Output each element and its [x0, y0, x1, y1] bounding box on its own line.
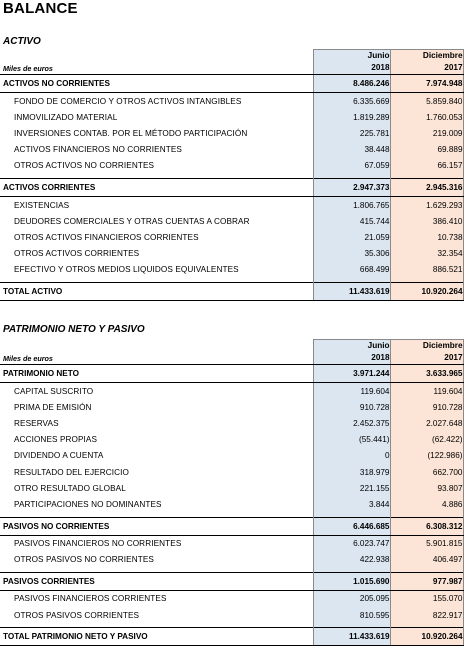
activo-table	[0, 49, 464, 301]
table-row	[0, 607, 463, 623]
item-label: INMOVILIZADO MATERIAL	[14, 112, 118, 122]
total-june-value: 11.433.619	[313, 282, 390, 300]
item-label: ACTIVOS FINANCIEROS NO CORRIENTES	[14, 145, 182, 155]
item-label: OTROS ACTIVOS CORRIENTES	[14, 249, 140, 259]
item-june-value: 2.452.375	[313, 415, 390, 431]
table-row	[0, 552, 463, 568]
item-june-value: 910.728	[313, 399, 390, 415]
item-dec-value: 66.157	[390, 158, 463, 174]
group-total-row	[0, 365, 463, 383]
group-june-value: 3.971.244	[313, 365, 390, 383]
group-total-row	[0, 517, 463, 535]
table-row	[0, 158, 463, 174]
item-june-value: 6.023.747	[313, 535, 390, 552]
item-label: OTROS PASIVOS CORRIENTES	[14, 610, 140, 620]
header-row	[0, 62, 463, 75]
item-june-value: 205.095	[313, 590, 390, 607]
group-dec-value: 3.633.965	[390, 365, 463, 383]
total-label: TOTAL PATRIMONIO NETO Y PASIVO	[0, 628, 313, 646]
item-june-value: (55.441)	[313, 432, 390, 448]
item-label: EFECTIVO Y OTROS MEDIOS LIQUIDOS EQUIVALENTES	[14, 265, 239, 275]
item-dec-value: 662.700	[390, 464, 463, 480]
col-dec-label: Diciembre	[390, 50, 463, 63]
table-row	[0, 480, 463, 496]
group-label: PASIVOS NO CORRIENTES	[0, 517, 313, 535]
item-june-value: 3.844	[313, 496, 390, 512]
item-dec-value: 406.497	[390, 552, 463, 568]
header-row	[0, 50, 463, 63]
header-spacer	[0, 50, 313, 63]
item-june-value: 1.806.765	[313, 196, 390, 213]
units-label: Miles de euros	[3, 64, 53, 73]
item-june-value: 67.059	[313, 158, 390, 174]
table-row	[0, 496, 463, 512]
group-total-row	[0, 572, 463, 590]
item-label: OTROS PASIVOS NO CORRIENTES	[14, 555, 154, 565]
col-dec-year: 2017	[390, 62, 463, 75]
item-label: DIVIDENDO A CUENTA	[14, 451, 104, 461]
table-row	[0, 142, 463, 158]
table-row	[0, 383, 463, 400]
item-dec-value: 1.629.293	[390, 196, 463, 213]
col-dec-year: 2017	[390, 352, 463, 365]
group-dec-value: 2.945.316	[390, 178, 463, 196]
item-june-value: 422.938	[313, 552, 390, 568]
group-dec-value: 7.974.948	[390, 75, 463, 93]
group-june-value: 1.015.690	[313, 572, 390, 590]
item-dec-value: (122.986)	[390, 448, 463, 464]
table-row	[0, 213, 463, 229]
group-total-row	[0, 75, 463, 93]
item-dec-value: 5.859.840	[390, 93, 463, 110]
group-label: PASIVOS CORRIENTES	[0, 572, 313, 590]
total-june-value: 11.433.619	[313, 628, 390, 646]
table-row	[0, 432, 463, 448]
item-dec-value: 386.410	[390, 213, 463, 229]
col-dec-label: Diciembre	[390, 340, 463, 353]
total-dec-value: 10.920.264	[390, 282, 463, 300]
table-row	[0, 399, 463, 415]
table-row	[0, 590, 463, 607]
item-dec-value: 910.728	[390, 399, 463, 415]
item-label: RESULTADO DEL EJERCICIO	[14, 467, 129, 477]
item-june-value: 318.979	[313, 464, 390, 480]
group-dec-value: 6.308.312	[390, 517, 463, 535]
table-row	[0, 415, 463, 431]
item-dec-value: 155.070	[390, 590, 463, 607]
item-dec-value: 10.738	[390, 229, 463, 245]
table-row	[0, 535, 463, 552]
item-june-value: 119.604	[313, 383, 390, 400]
item-label: PASIVOS FINANCIEROS CORRIENTES	[14, 594, 167, 604]
item-dec-value: 5.901.815	[390, 535, 463, 552]
col-june-label: Junio	[313, 340, 390, 353]
total-label: TOTAL ACTIVO	[0, 282, 313, 300]
units-label: Miles de euros	[3, 354, 53, 363]
item-label: PASIVOS FINANCIEROS NO CORRIENTES	[14, 539, 182, 549]
group-june-value: 8.486.246	[313, 75, 390, 93]
item-dec-value: (62.422)	[390, 432, 463, 448]
item-june-value: 0	[313, 448, 390, 464]
item-june-value: 35.306	[313, 246, 390, 262]
item-dec-value: 69.889	[390, 142, 463, 158]
activo-section-title: ACTIVO	[3, 36, 41, 47]
item-dec-value: 219.009	[390, 125, 463, 141]
header-spacer	[0, 340, 313, 353]
col-june-label: Junio	[313, 50, 390, 63]
pasivo-section-title: PATRIMONIO NETO Y PASIVO	[3, 324, 145, 335]
item-label: RESERVAS	[14, 418, 59, 428]
item-dec-value: 4.886	[390, 496, 463, 512]
item-dec-value: 119.604	[390, 383, 463, 400]
group-june-value: 6.446.685	[313, 517, 390, 535]
item-dec-value: 93.807	[390, 480, 463, 496]
group-label: ACTIVOS NO CORRIENTES	[0, 75, 313, 93]
table-row	[0, 196, 463, 213]
item-label: PRIMA DE EMISIÓN	[14, 402, 92, 412]
item-june-value: 1.819.289	[313, 109, 390, 125]
page-title: BALANCE	[3, 0, 78, 17]
table-row	[0, 448, 463, 464]
header-row	[0, 340, 463, 353]
group-dec-value: 977.987	[390, 572, 463, 590]
table-row	[0, 246, 463, 262]
item-june-value: 668.499	[313, 262, 390, 278]
table-row	[0, 262, 463, 278]
item-label: CAPITAL SUSCRITO	[14, 386, 94, 396]
item-dec-value: 2.027.648	[390, 415, 463, 431]
item-dec-value: 1.760.053	[390, 109, 463, 125]
item-label: ACCIONES PROPIAS	[14, 435, 98, 445]
header-row	[0, 352, 463, 365]
col-june-year: 2018	[313, 62, 390, 75]
item-label: PARTICIPACIONES NO DOMINANTES	[14, 499, 162, 509]
col-june-year: 2018	[313, 352, 390, 365]
item-dec-value: 32.354	[390, 246, 463, 262]
item-label: DEUDORES COMERCIALES Y OTRAS CUENTAS A COBRAR	[14, 216, 250, 226]
total-dec-value: 10.920.264	[390, 628, 463, 646]
item-label: OTROS ACTIVOS NO CORRIENTES	[14, 161, 155, 171]
group-total-row	[0, 178, 463, 196]
item-label: FONDO DE COMERCIO Y OTROS ACTIVOS INTANGIBLES	[14, 96, 242, 106]
item-dec-value: 822.917	[390, 607, 463, 623]
table-row	[0, 109, 463, 125]
item-label: OTROS ACTIVOS FINANCIEROS CORRIENTES	[14, 232, 199, 242]
item-june-value: 38.448	[313, 142, 390, 158]
item-dec-value: 886.521	[390, 262, 463, 278]
group-label: ACTIVOS CORRIENTES	[0, 178, 313, 196]
item-label: EXISTENCIAS	[14, 200, 70, 210]
table-row	[0, 125, 463, 141]
item-june-value: 6.335.669	[313, 93, 390, 110]
grand-total-row	[0, 282, 463, 300]
table-row	[0, 93, 463, 110]
item-june-value: 21.059	[313, 229, 390, 245]
table-row	[0, 229, 463, 245]
grand-total-row	[0, 628, 463, 646]
item-june-value: 225.781	[313, 125, 390, 141]
item-label: OTRO RESULTADO GLOBAL	[14, 483, 126, 493]
item-june-value: 415.744	[313, 213, 390, 229]
item-june-value: 810.595	[313, 607, 390, 623]
group-label: PATRIMONIO NETO	[0, 365, 313, 383]
group-june-value: 2.947.373	[313, 178, 390, 196]
item-label: INVERSIONES CONTAB. POR EL MÉTODO PARTICIPACIÓN	[14, 128, 248, 138]
item-june-value: 221.155	[313, 480, 390, 496]
pasivo-table	[0, 339, 464, 646]
table-row	[0, 464, 463, 480]
